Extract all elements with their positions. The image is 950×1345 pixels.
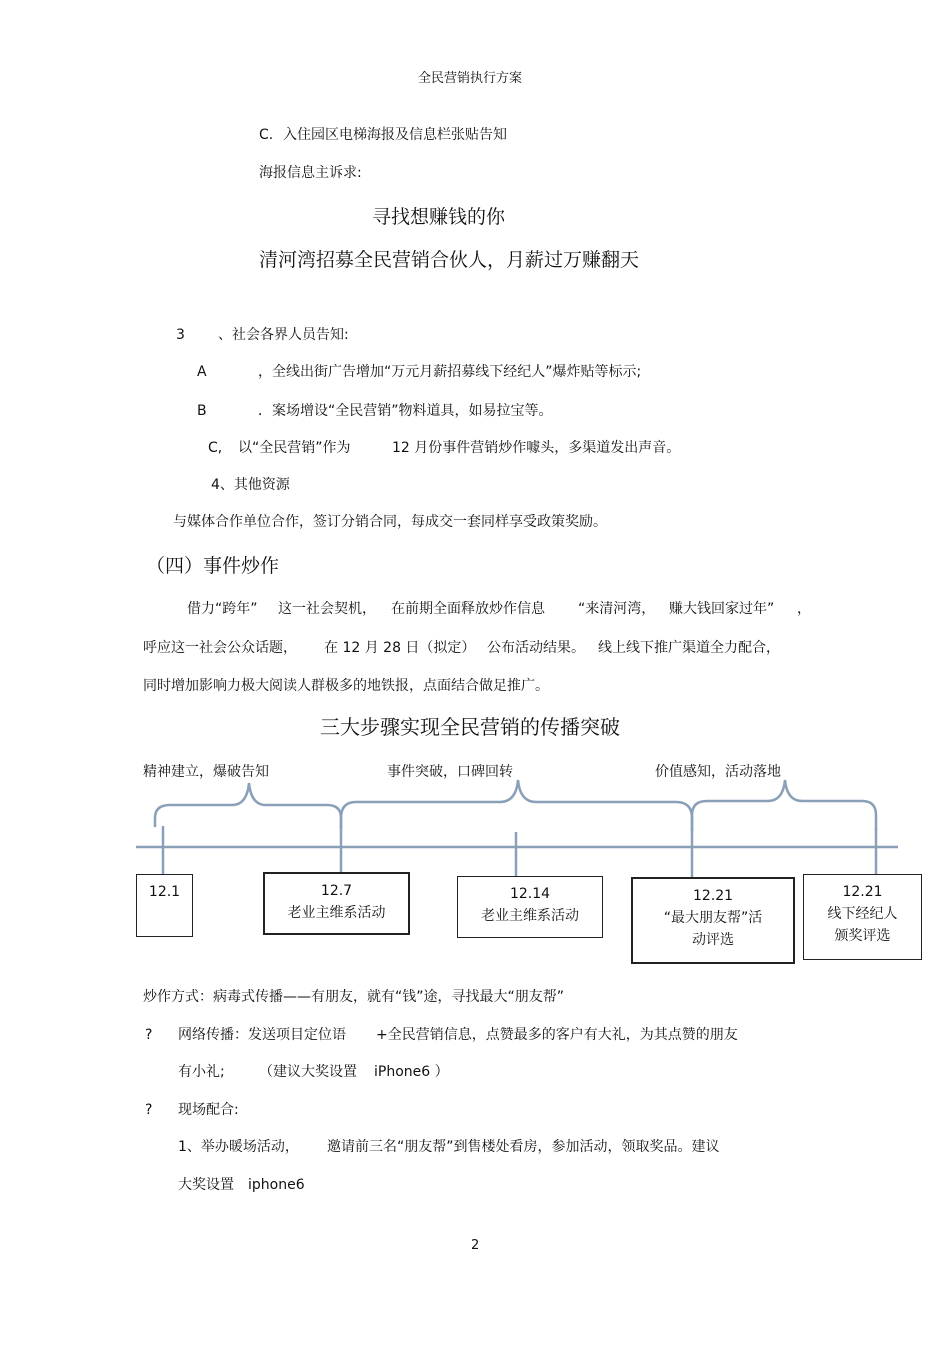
media-line: 与媒体合作单位合作，签订分销合同，每成交一套同样享受政策奖励。 <box>173 514 607 530</box>
bullet-1-text-2a: 有小礼; <box>178 1064 225 1080</box>
bullet-2-text-1b: 邀请前三名“朋友帮”到售楼处看房，参加活动，领取奖品。建议 <box>327 1139 720 1155</box>
para-1d: “来清河湾， <box>578 601 656 617</box>
para-2c: 公布活动结果。 <box>487 640 585 656</box>
milestone-desc: 老业主维系活动 <box>287 905 386 921</box>
item-b-label: B <box>197 403 207 419</box>
milestone-box-12-21-friends <box>631 877 795 964</box>
milestone-date: 12.21 <box>692 888 734 904</box>
item-c-label: C. <box>259 127 274 143</box>
phase-brace-2 <box>341 780 692 830</box>
phase-label-3: 价值感知，活动落地 <box>655 764 781 780</box>
item-c2-label: C, <box>208 440 223 456</box>
milestone-desc: 老业主维系活动 <box>481 908 579 924</box>
slogan-primary: 寻找想赚钱的你 <box>372 206 506 228</box>
milestone-box-12-14 <box>457 876 603 938</box>
page-number: 2 <box>471 1238 480 1253</box>
phase-brace-3 <box>692 780 876 830</box>
para-1e: 赚大钱回家过年” <box>669 601 775 617</box>
milestone-desc-2: 颁奖评选 <box>834 928 891 944</box>
bullet-2-text-2b: iphone6 <box>248 1177 305 1193</box>
milestone-box-12-21-agents <box>803 874 922 960</box>
bullet-2-mark: ? <box>145 1102 153 1118</box>
phase-label-1: 精神建立，爆破告知 <box>143 764 269 780</box>
item-a-text: ，全线出街广告增加“万元月薪招募线下经纪人”爆炸贴等标示; <box>258 364 642 380</box>
bullet-2-label: 现场配合: <box>178 1102 239 1118</box>
diagram-title: 三大步骤实现全民营销的传播突破 <box>320 715 620 739</box>
item-c2-text-2: 12 月份事件营销炒作噱头，多渠道发出声音。 <box>392 440 681 456</box>
bullet-1-text-2c: iPhone6 ） <box>374 1064 449 1080</box>
para-2a: 呼应这一社会公众话题， <box>143 640 297 656</box>
item-4: 4、其他资源 <box>211 477 290 493</box>
poster-label: 海报信息主诉求: <box>259 165 362 181</box>
phase-brace-1 <box>155 783 341 828</box>
milestone-date: 12.1 <box>148 884 181 900</box>
item-3-number: 3 <box>176 327 185 343</box>
para-1b: 这一社会契机， <box>278 601 376 617</box>
milestone-box-12-7 <box>263 872 410 935</box>
item-3-text: 、社会各界人员告知: <box>218 327 349 343</box>
page-header: 全民营销执行方案 <box>418 71 523 86</box>
bullet-1-text-1b: +全民营销信息，点赞最多的客户有大礼，为其点赞的朋友 <box>376 1027 738 1043</box>
slogan-secondary: 清河湾招募全民营销合伙人，月薪过万赚翻天 <box>259 249 640 271</box>
milestone-desc: “最大朋友帮”活 <box>663 910 763 926</box>
item-c-text: 入住园区电梯海报及信息栏张贴告知 <box>283 127 507 143</box>
bullet-2-text-2a: 大奖设置 <box>178 1177 234 1193</box>
milestone-desc: 线下经纪人 <box>827 906 898 922</box>
para-3: 同时增加影响力极大阅读人群极多的地铁报，点面结合做足推广。 <box>143 678 549 694</box>
item-c2-text-1: 以“全民营销”作为 <box>238 440 351 456</box>
milestone-date: 12.14 <box>509 886 551 902</box>
item-b-text: ．案场增设“全民营销”物料道具，如易拉宝等。 <box>258 403 553 419</box>
phase-label-2: 事件突破，口碑回转 <box>387 764 513 780</box>
bullet-2-text-1a: 1、举办暖场活动， <box>178 1139 299 1155</box>
hype-method: 炒作方式：病毒式传播——有朋友，就有“钱”途，寻找最大“朋友帮” <box>143 989 565 1005</box>
milestone-date: 12.21 <box>842 884 883 900</box>
para-1a: 借力“跨年” <box>187 601 258 617</box>
milestone-date: 12.7 <box>320 883 353 899</box>
bullet-1-mark: ? <box>145 1027 153 1043</box>
bullet-1-text-2b: （建议大奖设置 <box>259 1064 357 1080</box>
para-2b: 在 12 月 28 日（拟定） <box>324 640 476 656</box>
milestone-box-12-1 <box>136 874 193 937</box>
para-1c: 在前期全面释放炒作信息 <box>391 601 545 617</box>
section-title: （四）事件炒作 <box>146 555 280 577</box>
milestone-desc-2: 动评选 <box>692 932 734 948</box>
para-2d: 线上线下推广渠道全力配合， <box>598 640 780 656</box>
para-1f: ， <box>797 601 811 617</box>
item-a-label: A <box>197 364 207 380</box>
bullet-1-text-1a: 网络传播：发送项目定位语 <box>178 1027 346 1043</box>
